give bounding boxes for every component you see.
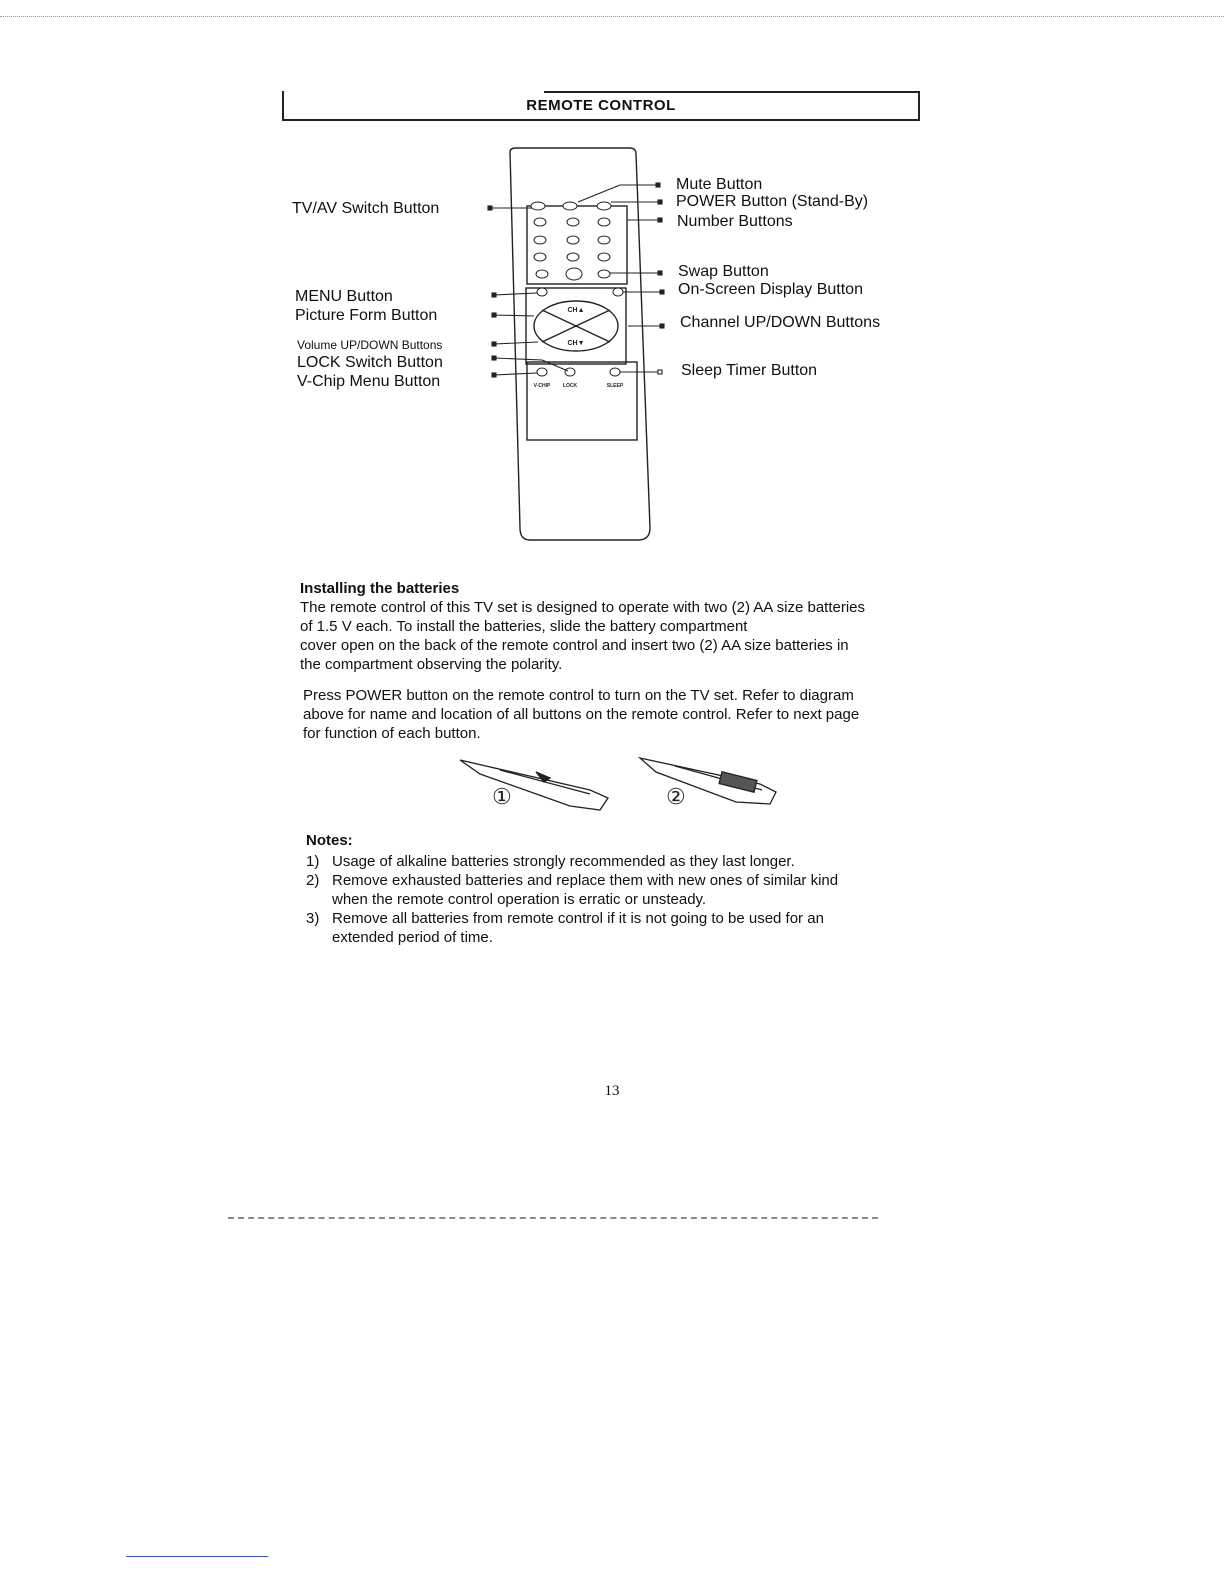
label-mute: Mute Button: [676, 176, 763, 193]
installing-section: [300, 579, 930, 674]
installing-line-2: of 1.5 V each. To install the batteries, slide the battery compartment: [300, 618, 748, 635]
number-button: [534, 253, 546, 261]
note-item: [306, 852, 906, 871]
note-line: extended period of time.: [332, 929, 493, 946]
installing-heading: Installing the batteries: [300, 580, 460, 597]
label-lock-switch: LOCK Switch Button: [297, 354, 443, 371]
lock-text: LOCK: [562, 383, 578, 389]
note-number: 1): [306, 853, 320, 870]
swap-button: [598, 270, 610, 278]
note-line: when the remote control operation is erratic or unsteady.: [332, 891, 707, 908]
label-volume: Volume UP/DOWN Buttons: [297, 338, 443, 352]
scan-top-edge: [0, 16, 1224, 17]
footer-rule: [126, 1556, 268, 1557]
remote-control-diagram: [470, 140, 680, 550]
number-button: [566, 268, 582, 280]
power-button: [597, 202, 611, 210]
number-button: [534, 236, 546, 244]
vchip-text: V-CHIP: [533, 383, 551, 389]
page-title: REMOTE CONTROL: [526, 97, 676, 114]
number-button: [567, 218, 579, 226]
power-line-2: above for name and location of all buttons on the remote control. Refer to next page: [303, 706, 860, 723]
number-button: [567, 253, 579, 261]
remote-back-1: [460, 760, 608, 810]
installing-line-1: The remote control of this TV set is designed to operate with two (2) AA size batteries: [300, 599, 866, 616]
menu-button: [537, 288, 547, 296]
number-button: [567, 236, 579, 244]
tv-av-button: [531, 202, 545, 210]
osd-button: [613, 288, 623, 296]
mute-button: [563, 202, 577, 210]
scan-bottom-edge: [228, 1217, 878, 1219]
label-vchip-menu: V-Chip Menu Button: [297, 373, 441, 390]
note-line: Usage of alkaline batteries strongly recommended as they last longer.: [332, 853, 795, 870]
notes-heading: Notes:: [306, 832, 353, 849]
sleep-button: [610, 368, 620, 376]
note-item: [306, 871, 906, 909]
number-button: [598, 253, 610, 261]
battery-steps-illustration: [440, 750, 800, 820]
note-line: Remove all batteries from remote control if it is not going to be used for an: [332, 910, 824, 927]
label-menu-button: MENU Button: [295, 288, 393, 305]
number-button: [598, 218, 610, 226]
label-channel: Channel UP/DOWN Buttons: [680, 314, 881, 331]
note-line: Remove exhausted batteries and replace them with new ones of similar kind: [332, 872, 839, 889]
lock-button: [565, 368, 575, 376]
section-header: [282, 91, 920, 121]
installing-line-3: cover open on the back of the remote control and insert two (2) AA size batteries in: [300, 637, 849, 654]
page-number: 13: [604, 1083, 620, 1099]
note-number: 2): [306, 872, 320, 889]
step-2-marker: ②: [666, 784, 686, 809]
label-tv-av-switch: TV/AV Switch Button: [292, 200, 440, 217]
step-1-marker: ①: [492, 784, 512, 809]
number-button: [534, 218, 546, 226]
label-osd: On-Screen Display Button: [678, 281, 863, 298]
power-instructions: [303, 686, 933, 743]
number-button: [598, 236, 610, 244]
sleep-text: SLEEP: [606, 383, 624, 389]
ch-down-text: CH▼: [567, 340, 585, 347]
label-sleep-timer: Sleep Timer Button: [681, 362, 818, 379]
remote-buttons: [531, 202, 623, 376]
vchip-button: [537, 368, 547, 376]
label-swap: Swap Button: [678, 263, 769, 280]
power-line-1: Press POWER button on the remote control to turn on the TV set. Refer to diagram: [303, 687, 854, 704]
note-number: 3): [306, 910, 320, 927]
ch-up-text: CH▲: [567, 307, 585, 314]
power-line-3: for function of each button.: [303, 725, 481, 742]
battery-compartment: [719, 772, 757, 792]
label-number-buttons: Number Buttons: [677, 213, 793, 230]
number-button: [536, 270, 548, 278]
installing-line-4: the compartment observing the polarity.: [300, 656, 563, 673]
notes-section: [306, 831, 906, 947]
label-power: POWER Button (Stand-By): [676, 193, 869, 210]
note-item: [306, 909, 906, 947]
label-picture-form: Picture Form Button: [295, 307, 438, 324]
